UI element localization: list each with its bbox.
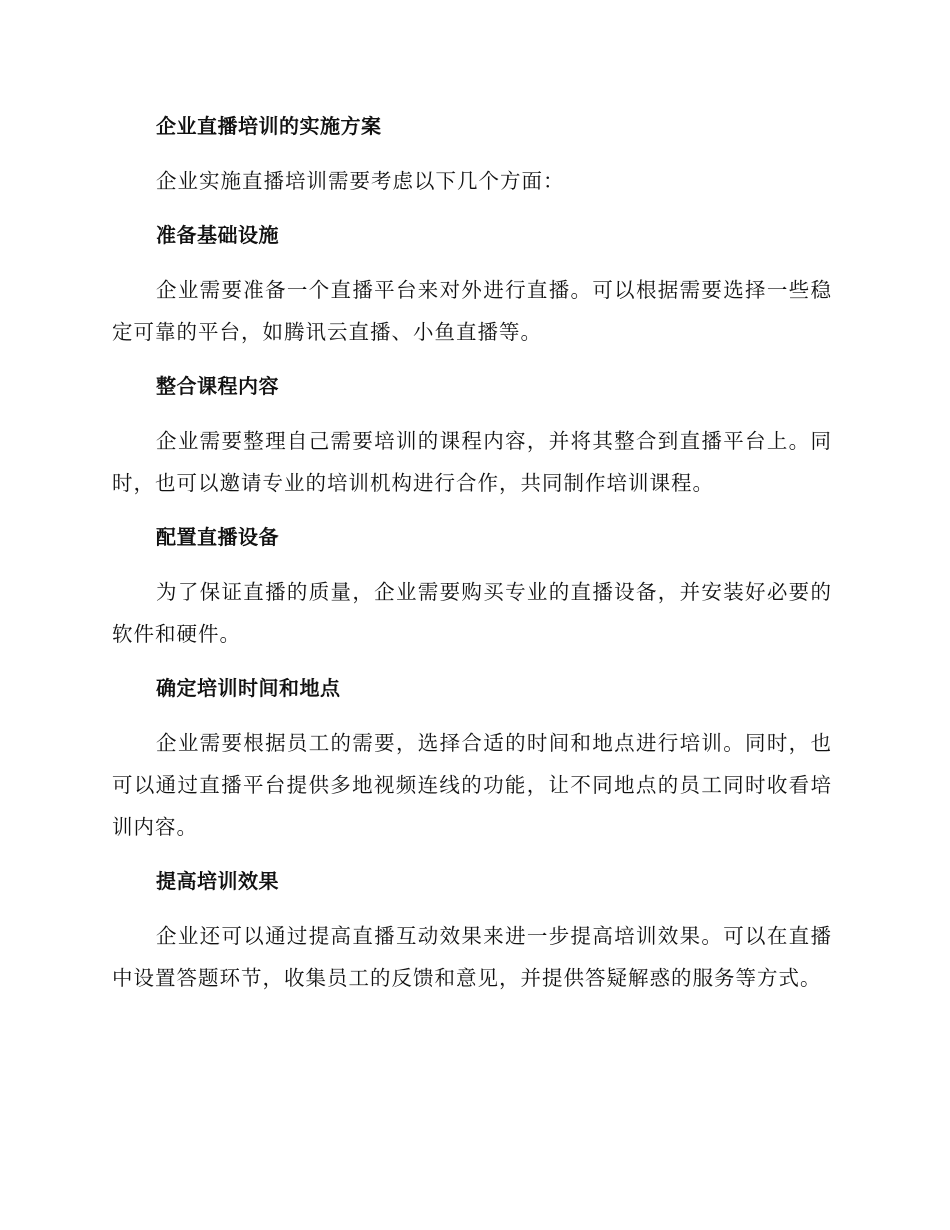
section-body-time-place: 企业需要根据员工的需要，选择合适的时间和地点进行培训。同时，也可以通过直播平台提供多地视频连线的功能，让不同地点的员工同时收看培训内容。 — [112, 731, 832, 839]
section-body-infrastructure: 企业需要准备一个直播平台来对外进行直播。可以根据需要选择一些稳定可靠的平台，如腾讯云直播、小鱼直播等。 — [112, 278, 832, 344]
intro-paragraph: 企业实施直播培训需要考虑以下几个方面： — [156, 169, 565, 193]
section-heading-equipment: 配置直播设备 — [156, 525, 279, 549]
section-heading-course-content: 整合课程内容 — [156, 374, 279, 398]
section-heading-infrastructure: 准备基础设施 — [156, 223, 279, 247]
section-body-effectiveness: 企业还可以通过提高直播互动效果来进一步提高培训效果。可以在直播中设置答题环节，收集员工的反馈和意见，并提供答疑解惑的服务等方式。 — [112, 924, 832, 990]
section-body-course-content: 企业需要整理自己需要培训的课程内容，并将其整合到直播平台上。同时，也可以邀请专业的培训机构进行合作，共同制作培训课程。 — [112, 429, 832, 495]
section-heading-effectiveness: 提高培训效果 — [156, 869, 279, 893]
section-heading-time-place: 确定培训时间和地点 — [156, 676, 341, 700]
document-page — [112, 106, 832, 1012]
document-title: 企业直播培训的实施方案 — [156, 114, 382, 138]
section-body-equipment: 为了保证直播的质量，企业需要购买专业的直播设备，并安装好必要的软件和硬件。 — [112, 580, 832, 646]
